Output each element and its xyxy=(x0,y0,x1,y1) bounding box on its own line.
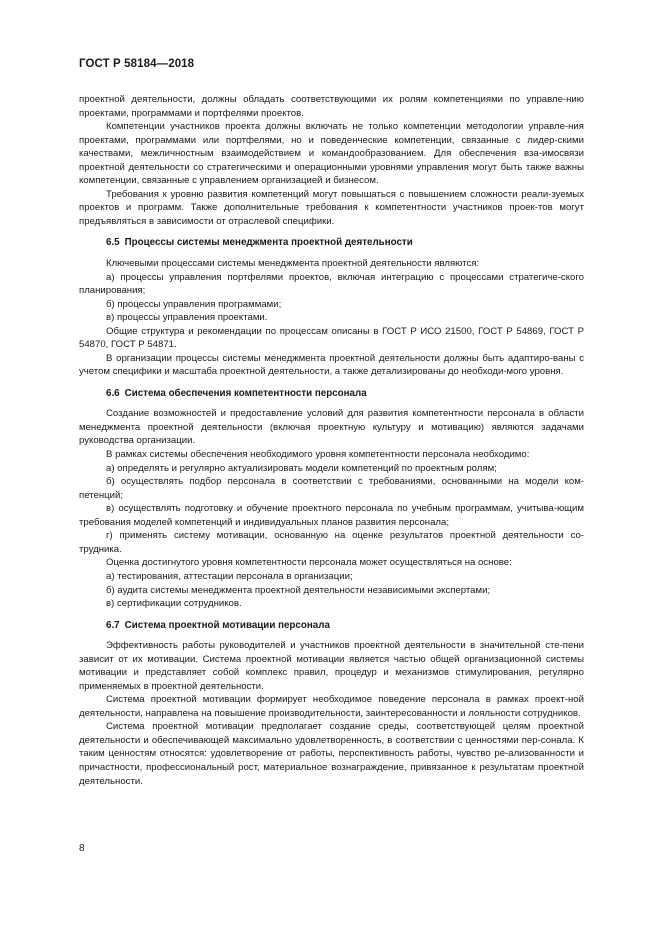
section-6-5-heading xyxy=(79,236,584,250)
paragraph: В рамках системы обеспечения необходимого уровня компетентности персонала необходимо: xyxy=(106,449,530,461)
section-6-6-heading xyxy=(79,387,584,401)
list-item: а) определять и регулярно актуализировать модели компетенций по проектным ролям; xyxy=(106,462,497,474)
section-title: Система проектной мотивации персонала xyxy=(124,619,330,631)
list-item: б) аудита системы менеджмента проектной деятельности независимыми экспертами; xyxy=(106,584,491,596)
intro-paragraph-2: Компетенции участников проекта должны включать не только компетенции методологии управле-ния проектами, программами или портфелями, но и поведенческие компетенции, связанные с лидер-скими качествами, межличностным взаимодействием и командообразованием. Для обеспечения вза-имосвязи проектной деятельности со стратегическими и операционными уровнями управления могут быть также важны компетенции, связанные с управлением организацией и бизнесом. xyxy=(79,121,584,187)
standard-header: ГОСТ Р 58184—2018 xyxy=(79,58,195,70)
list-item: б) осуществлять подбор персонала в соответствии с требованиями, основанными на модели ком-петенций; xyxy=(79,476,584,501)
section-6-7-heading xyxy=(79,619,584,633)
list-item: б) процессы управления программами; xyxy=(106,298,282,310)
section-number: 6.7 xyxy=(106,619,120,631)
section-title: Система обеспечения компетентности персонала xyxy=(124,387,367,399)
paragraph: Общие структура и рекомендации по процессам описаны в ГОСТ Р ИСО 21500, ГОСТ Р 54869, ГОСТ Р 54870, ГОСТ Р 54871. xyxy=(79,325,584,351)
paragraph: Система проектной мотивации предполагает создание среды, соответствующей целям проектной деятельности и обеспечивающей максимально удовлетворенность, в соответствии с ценностями пер-сонала. К таким ценностям относятся: удовлетворение от работы, перспективность работы, чувство ре-ализованности и причастности, профессиональный рост, материальное вознаграждение, привязанное к результатам проектной деятельности. xyxy=(79,721,584,787)
paragraph: Создание возможностей и предоставление условий для развития компетентности персонала в области менеджмента проектной деятельности (включая проектную культуру и мотивацию) являются задачами руководства организации. xyxy=(79,408,584,447)
list-item: в) процессы управления проектами. xyxy=(106,312,268,324)
page-number: 8 xyxy=(79,843,85,854)
intro-paragraph-1: проектной деятельности, должны обладать соответствующими их ролям компетенциями по управле-нию проектами, программами и портфелями проектов. xyxy=(79,94,584,119)
section-title: Процессы системы менеджмента проектной деятельности xyxy=(124,237,413,249)
list-item: а) тестирования, аттестации персонала в организации; xyxy=(106,570,353,582)
paragraph: Ключевыми процессами системы менеджмента проектной деятельности являются: xyxy=(106,257,480,269)
paragraph: Система проектной мотивации формирует необходимое поведение персонала в рамках проект-ной деятельности, направлена на повышение производительности, заинтересованности и лояльности сотрудников. xyxy=(79,694,584,719)
list-item: в) сертификации сотрудников. xyxy=(106,598,242,610)
list-item: а) процессы управления портфелями проектов, включая интеграцию с процессами стратегиче-ского планирования; xyxy=(79,271,584,297)
list-item: в) осуществлять подготовку и обучение проектного персонала по учебным программам, учитыва-ющим требования моделей компетенций и индивидуальных планов развития персонала; xyxy=(79,503,584,528)
paragraph: В организации процессы системы менеджмента проектной деятельности должны быть адаптиро-ваны с учетом специфики и масштаба проектной деятельности, а также детализированы до необходи-мого уровня. xyxy=(79,352,584,378)
paragraph: Эффективность работы руководителей и участников проектной деятельности в значительной сте-пени зависит от их мотивации. Система проектной мотивации является частью общей организационной системы мотивации и представляет собой комплекс правил, процедур и механизмов стимулирования, регулярно применяемых в проектной деятельности. xyxy=(79,640,584,692)
intro-paragraph-3: Требования к уровню развития компетенций могут повышаться с повышением сложности реали-зуемых проектов и программ. Также дополнительные требования к компетентности участников проек-тов могут предъявляться в зависимости от отраслевой специфики. xyxy=(79,188,584,227)
section-number: 6.6 xyxy=(106,387,120,399)
list-item: г) применять систему мотивации, основанную на оценке результатов проектной деятельности со-трудника. xyxy=(79,530,584,555)
page-body xyxy=(79,93,584,788)
paragraph: Оценка достигнутого уровня компетентности персонала может осуществляться на основе: xyxy=(106,557,512,569)
section-number: 6.5 xyxy=(106,237,120,249)
